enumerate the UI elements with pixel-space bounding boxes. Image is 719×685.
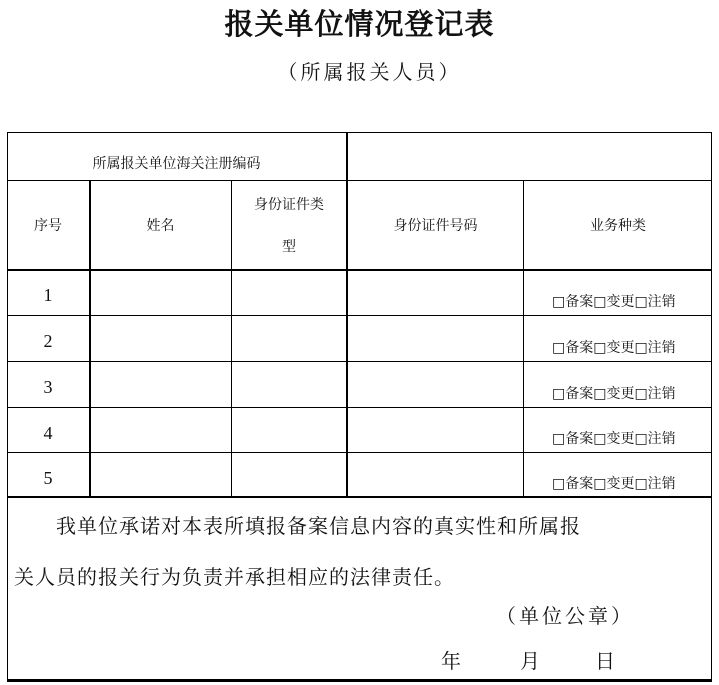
row-divider [7, 315, 712, 316]
registration-code-label: 所属报关单位海关注册编码 [92, 156, 261, 172]
date-month-label: 月 [520, 649, 541, 673]
row-1-name-field[interactable] [91, 271, 230, 315]
row-4-seq: 4 [43, 422, 53, 443]
row-3-id-number-field[interactable] [349, 363, 522, 407]
row-divider [7, 407, 712, 408]
row-1-seq: 1 [43, 284, 53, 305]
header-seq: 序号 [34, 218, 62, 234]
header-id-type-line1: 身份证件类 [254, 197, 324, 213]
row-2-business-options[interactable]: □备案□变更□注销 [552, 340, 676, 356]
row-1-id-number-field[interactable] [349, 271, 522, 315]
row-3-business-options[interactable]: □备案□变更□注销 [552, 386, 676, 402]
row-2-seq: 2 [43, 330, 53, 351]
registration-code-field[interactable] [348, 132, 712, 180]
date-day-label: 日 [595, 649, 616, 673]
row-4-business-options[interactable]: □备案□变更□注销 [552, 431, 676, 447]
row-3-id-type-field[interactable] [233, 363, 345, 407]
row-4-name-field[interactable] [91, 409, 230, 452]
row-2-id-number-field[interactable] [349, 317, 522, 361]
row-3-name-field[interactable] [91, 363, 230, 407]
row-2-name-field[interactable] [91, 317, 230, 361]
row-3-seq: 3 [43, 376, 53, 397]
document-subtitle: （所属报关人员） [277, 60, 462, 84]
header-business-type: 业务种类 [590, 218, 646, 234]
row-4-id-number-field[interactable] [349, 409, 522, 452]
row-5-business-options[interactable]: □备案□变更□注销 [552, 476, 676, 492]
header-name: 姓名 [146, 218, 175, 234]
row-divider [7, 361, 712, 362]
header-id-type-line2: 型 [282, 239, 296, 255]
row-2-id-type-field[interactable] [233, 317, 345, 361]
row-1-id-type-field[interactable] [233, 271, 345, 315]
date-year-label: 年 [441, 649, 462, 673]
row-5-seq: 5 [43, 467, 53, 488]
declaration-line-2: 关人员的报关行为负责并承担相应的法律责任。 [14, 565, 455, 589]
row-divider [7, 452, 712, 453]
header-id-number: 身份证件号码 [393, 218, 478, 234]
document-title: 报关单位情况登记表 [224, 7, 495, 41]
company-seal-label: （单位公章） [496, 604, 634, 628]
row-divider [7, 496, 712, 498]
row-5-id-number-field[interactable] [349, 454, 522, 496]
row-4-id-type-field[interactable] [233, 409, 345, 452]
row-5-id-type-field[interactable] [233, 454, 345, 496]
row-5-name-field[interactable] [91, 454, 230, 496]
row-1-business-options[interactable]: □备案□变更□注销 [552, 294, 676, 310]
header-id-type [232, 180, 346, 270]
declaration-line-1: 我单位承诺对本表所填报备案信息内容的真实性和所属报 [56, 514, 581, 538]
